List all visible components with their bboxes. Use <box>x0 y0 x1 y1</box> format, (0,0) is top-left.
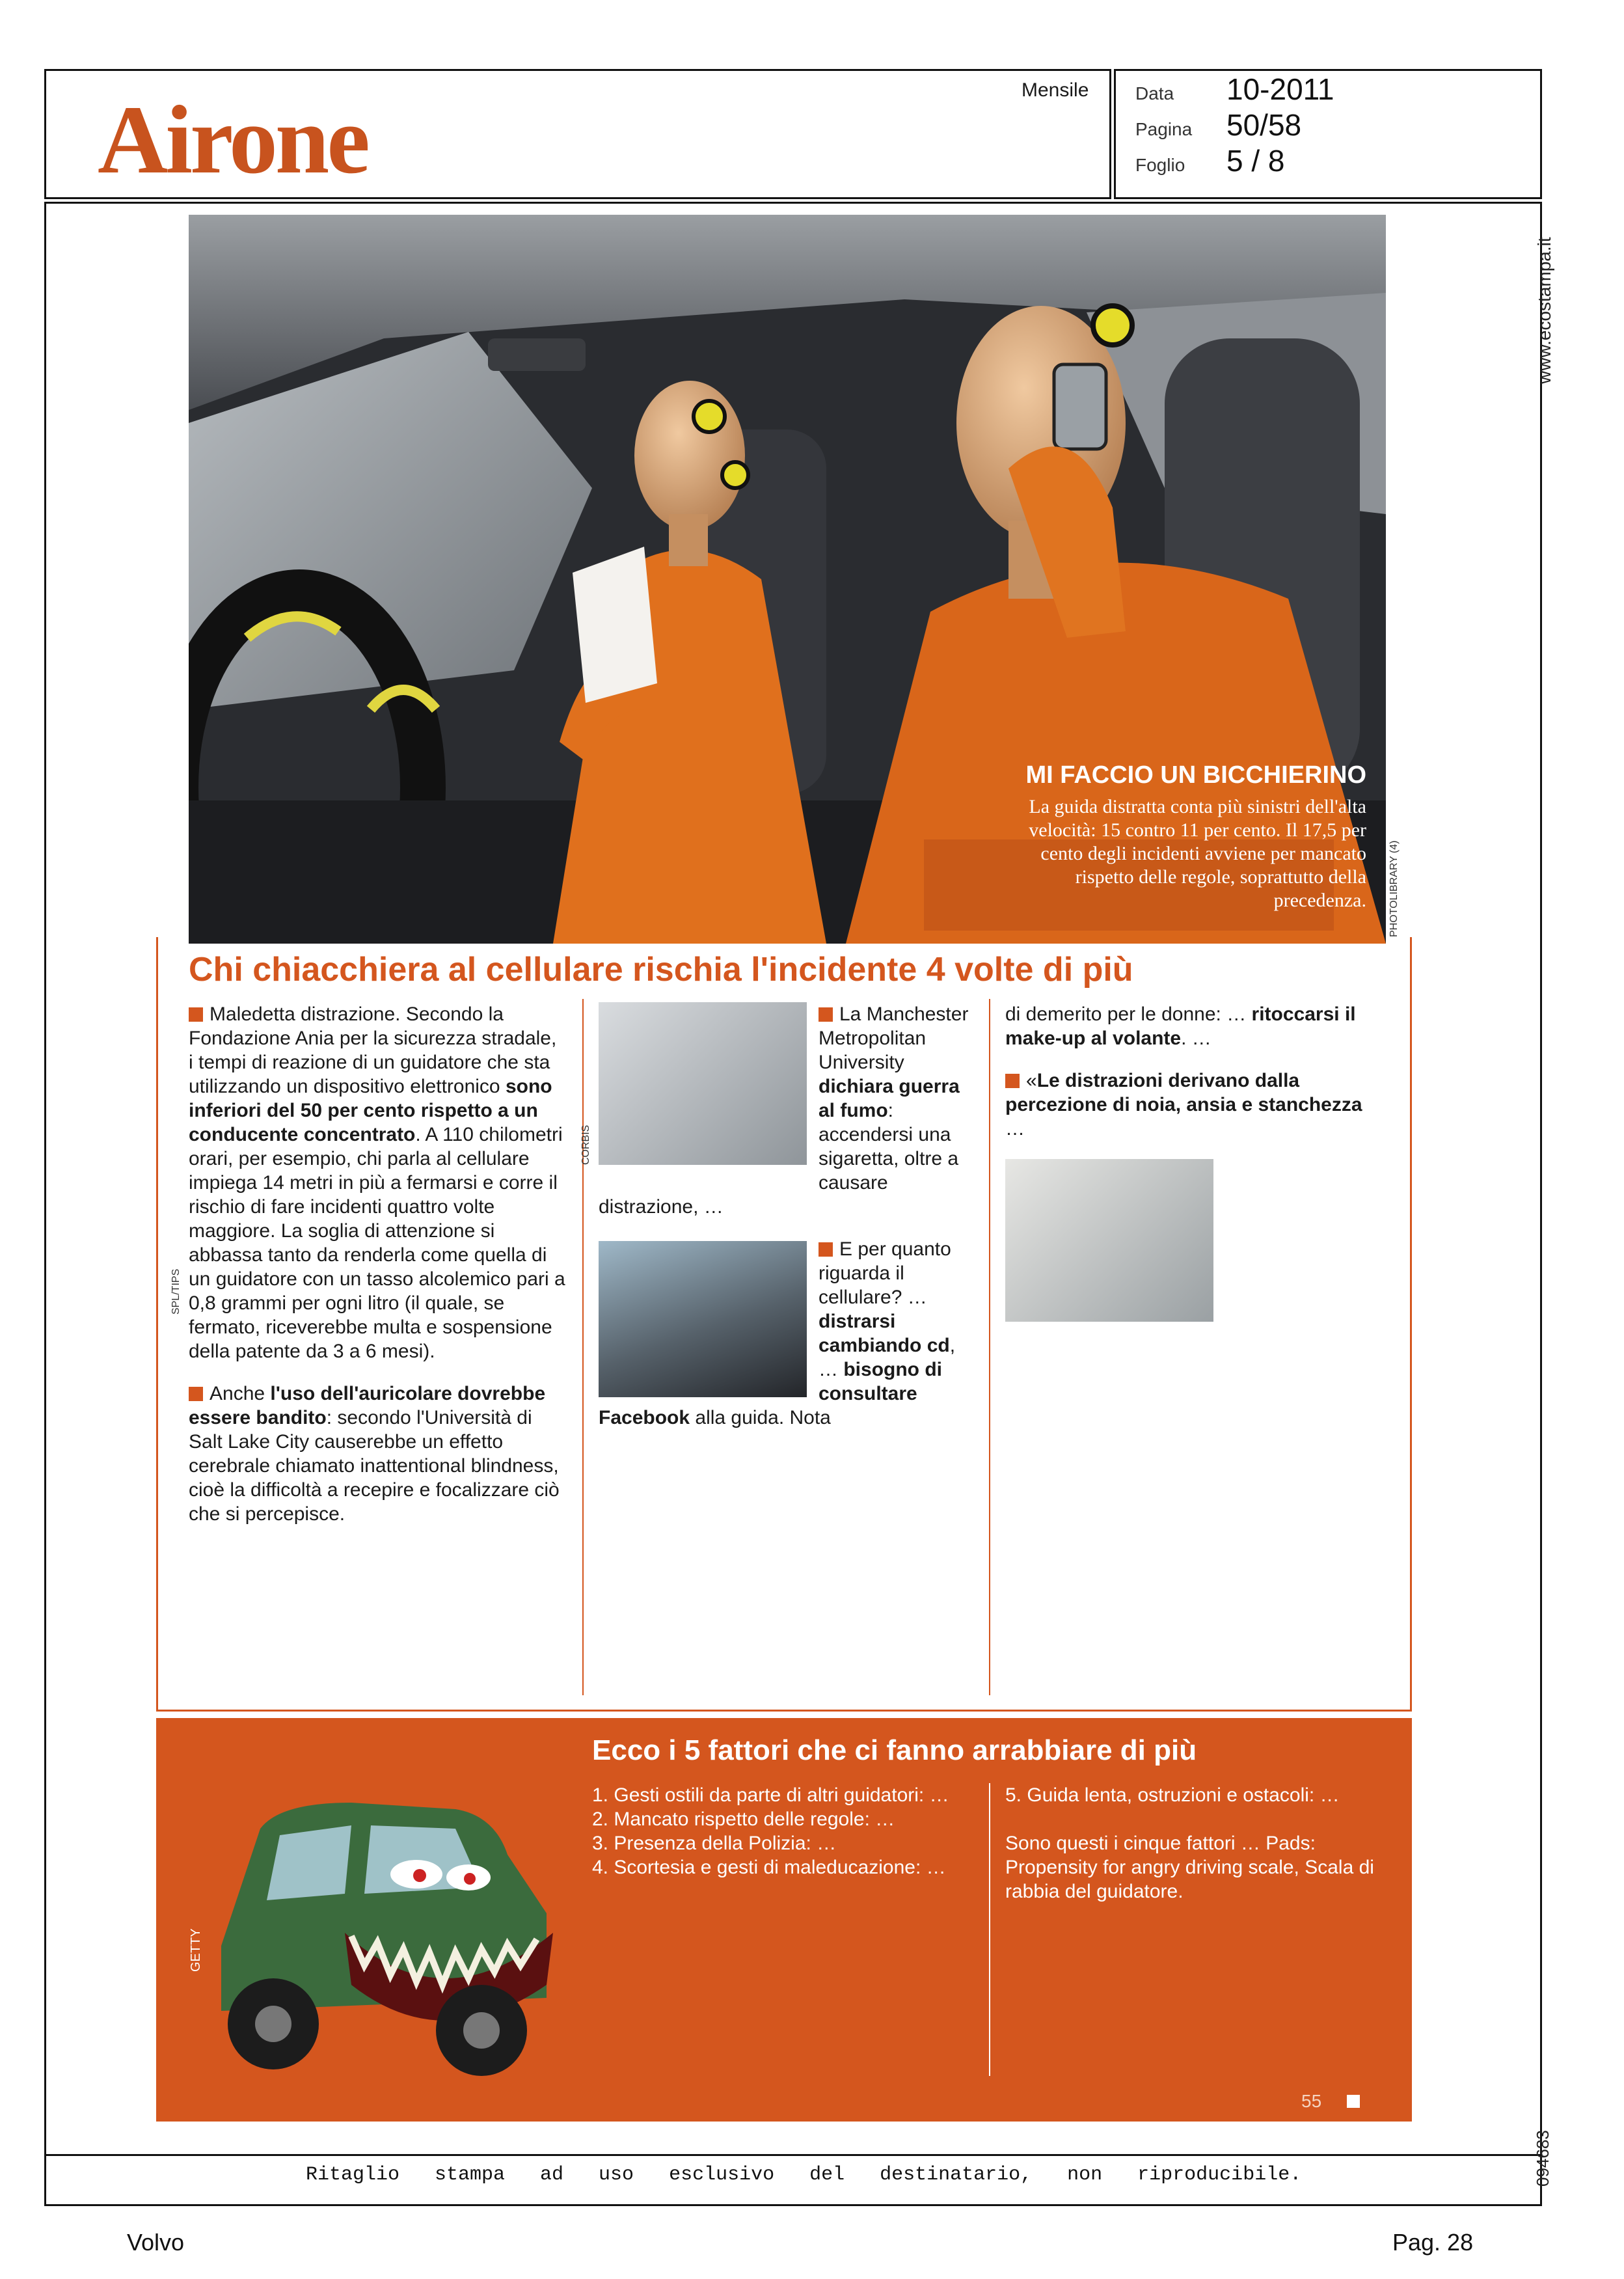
disclaimer-rule <box>44 2154 1542 2156</box>
factors-column-1 <box>592 1783 976 1879</box>
bullet-square <box>819 1007 833 1022</box>
bullet-square <box>189 1387 203 1401</box>
bullet-square <box>1005 1074 1020 1088</box>
text-run: , … <box>819 1335 956 1380</box>
bold-run: l'uso dell'auricolare dovrebbe essere bandito <box>189 1383 546 1428</box>
pagina-value: 50/58 <box>1226 108 1302 142</box>
paragraph-makeup <box>1005 1002 1383 1050</box>
text-run: di demerito per le donne: … <box>1005 1003 1252 1025</box>
factors-note: Sono questi i cinque fattori … Pads: Propensity for angry driving scale, Scala di rabbia del guidatore. <box>1005 1833 1374 1902</box>
text-run: Maledetta distrazione. Secondo la Fondazione Ania per la sicurezza stradale, i tempi di reazione di un guidatore che sta utilizzando un dispositivo elettronico <box>189 1003 557 1097</box>
photo-caption-text: La guida distratta conta più sinistri dell'alta velocità: 15 contro 11 per cento. Il 17,5 per cento degli incidenti avviene per mancato rispetto delle regole, soprattutto della precedenza. <box>1029 796 1366 911</box>
factor-5: 5. Guida lenta, ostruzioni e ostacoli: … <box>1005 1784 1340 1806</box>
column-divider <box>582 999 584 1695</box>
woman-driver-photo <box>1005 1159 1213 1322</box>
phone-photo-credit: CORBIS <box>580 1125 591 1165</box>
bold-run: ritoccarsi il make-up al volante <box>1005 1003 1356 1049</box>
bullet-square <box>819 1242 833 1257</box>
text-run: La Manchester Metropolitan University <box>819 1003 969 1073</box>
factor-1: 1. Gesti ostili da parte di altri guidatori: … <box>592 1784 949 1806</box>
text-run: … <box>1005 1118 1025 1140</box>
angry-car-illustration <box>182 1751 573 2089</box>
paragraph-distrazione <box>189 1002 566 1363</box>
page-number: 55 <box>1301 2091 1322 2111</box>
bold-run: Le distrazioni derivano dalla percezione di noia, ansia e stanchezza <box>1005 1070 1362 1115</box>
bullet-square <box>189 1007 203 1022</box>
factor-2: 2. Mancato rispetto delle regole: … <box>592 1808 895 1830</box>
dashboard-photo <box>599 1241 807 1397</box>
illustration-credit: GETTY <box>189 1928 203 1972</box>
data-value: 10-2011 <box>1226 72 1334 106</box>
text-run: . A 110 chilometri orari, per esempio, chi parla al cellulare impiega 14 metri in più a fermarsi e corre il rischio di fare incidenti quattro volte maggiore. La soglia di attenzione si abbassa tanto da renderla come quella di un guidatore con un tasso alcolemico pari a 0,8 grammi per ogni litro (il quale, se fermato, riceverebbe multa e sospensione della patente da 3 a 6 mesi). <box>189 1124 565 1362</box>
beer-photo-credit: SPL/TIPS <box>170 1268 182 1315</box>
factor-3: 3. Presenza della Polizia: … <box>592 1833 837 1854</box>
column-divider <box>989 999 990 1695</box>
side-code: 094683 <box>1533 2130 1552 2187</box>
text-run: . … <box>1181 1028 1211 1049</box>
pagina-label: Pagina <box>1135 119 1193 139</box>
text-run: E per quanto riguarda il cellulare? … <box>819 1238 951 1308</box>
factors-title: Ecco i 5 fattori che ci fanno arrabbiare di più <box>592 1734 1197 1766</box>
bold-run: dichiara guerra al fumo <box>819 1076 960 1121</box>
bold-run: bisogno di consultare Facebook <box>599 1359 942 1428</box>
disclaimer: Ritaglio stampa ad uso esclusivo del destinatario, non riproducibile. <box>306 2164 1302 2186</box>
paragraph-noia <box>1005 1069 1383 1141</box>
bold-run: distrarsi cambiando cd <box>819 1311 950 1356</box>
phone-hand-photo <box>599 1002 807 1165</box>
text-run: « <box>1026 1070 1037 1091</box>
text-run: Anche <box>210 1383 271 1404</box>
factors-column-2 <box>1005 1783 1389 1904</box>
data-label: Data <box>1135 83 1174 103</box>
article-headline: Chi chiacchiera al cellulare rischia l'incidente 4 volte di più <box>189 951 1133 989</box>
foglio-value: 5 / 8 <box>1226 144 1285 178</box>
paragraph-auricolare <box>189 1382 566 1526</box>
photo-credit: PHOTOLIBRARY (4) <box>1388 840 1400 937</box>
publication-logo: Airone <box>98 86 368 194</box>
foglio-label: Foglio <box>1135 155 1185 175</box>
bold-run: sono inferiori del 50 per cento rispetto a un conducente concentrato <box>189 1076 552 1145</box>
factors-divider <box>989 1783 990 2076</box>
footer-left: Volvo <box>127 2229 185 2256</box>
text-run: : secondo l'Università di Salt Lake City causerebbe un effetto cerebrale chiamato inattentional blindness, cioè la difficoltà a recepire e focalizzare ciò che si percepisce. <box>189 1407 560 1525</box>
text-run: : accendersi una sigaretta, oltre a causare distrazione, … <box>599 1100 959 1218</box>
footer-right: Pag. 28 <box>1392 2229 1474 2256</box>
article-column-2 <box>599 1002 976 1448</box>
text-run: alla guida. Nota <box>690 1407 831 1428</box>
frequency-label: Mensile <box>1022 79 1089 101</box>
article-column-3 <box>1005 1002 1383 1322</box>
factor-4: 4. Scortesia e gesti di maleducazione: … <box>592 1857 946 1878</box>
photo-caption-title: MI FACCIO UN BICCHIERINO <box>1025 761 1366 789</box>
page-number-square <box>1347 2095 1360 2108</box>
article-column-1 <box>189 1002 566 1544</box>
side-website: www.ecostampa.it <box>1534 237 1554 384</box>
